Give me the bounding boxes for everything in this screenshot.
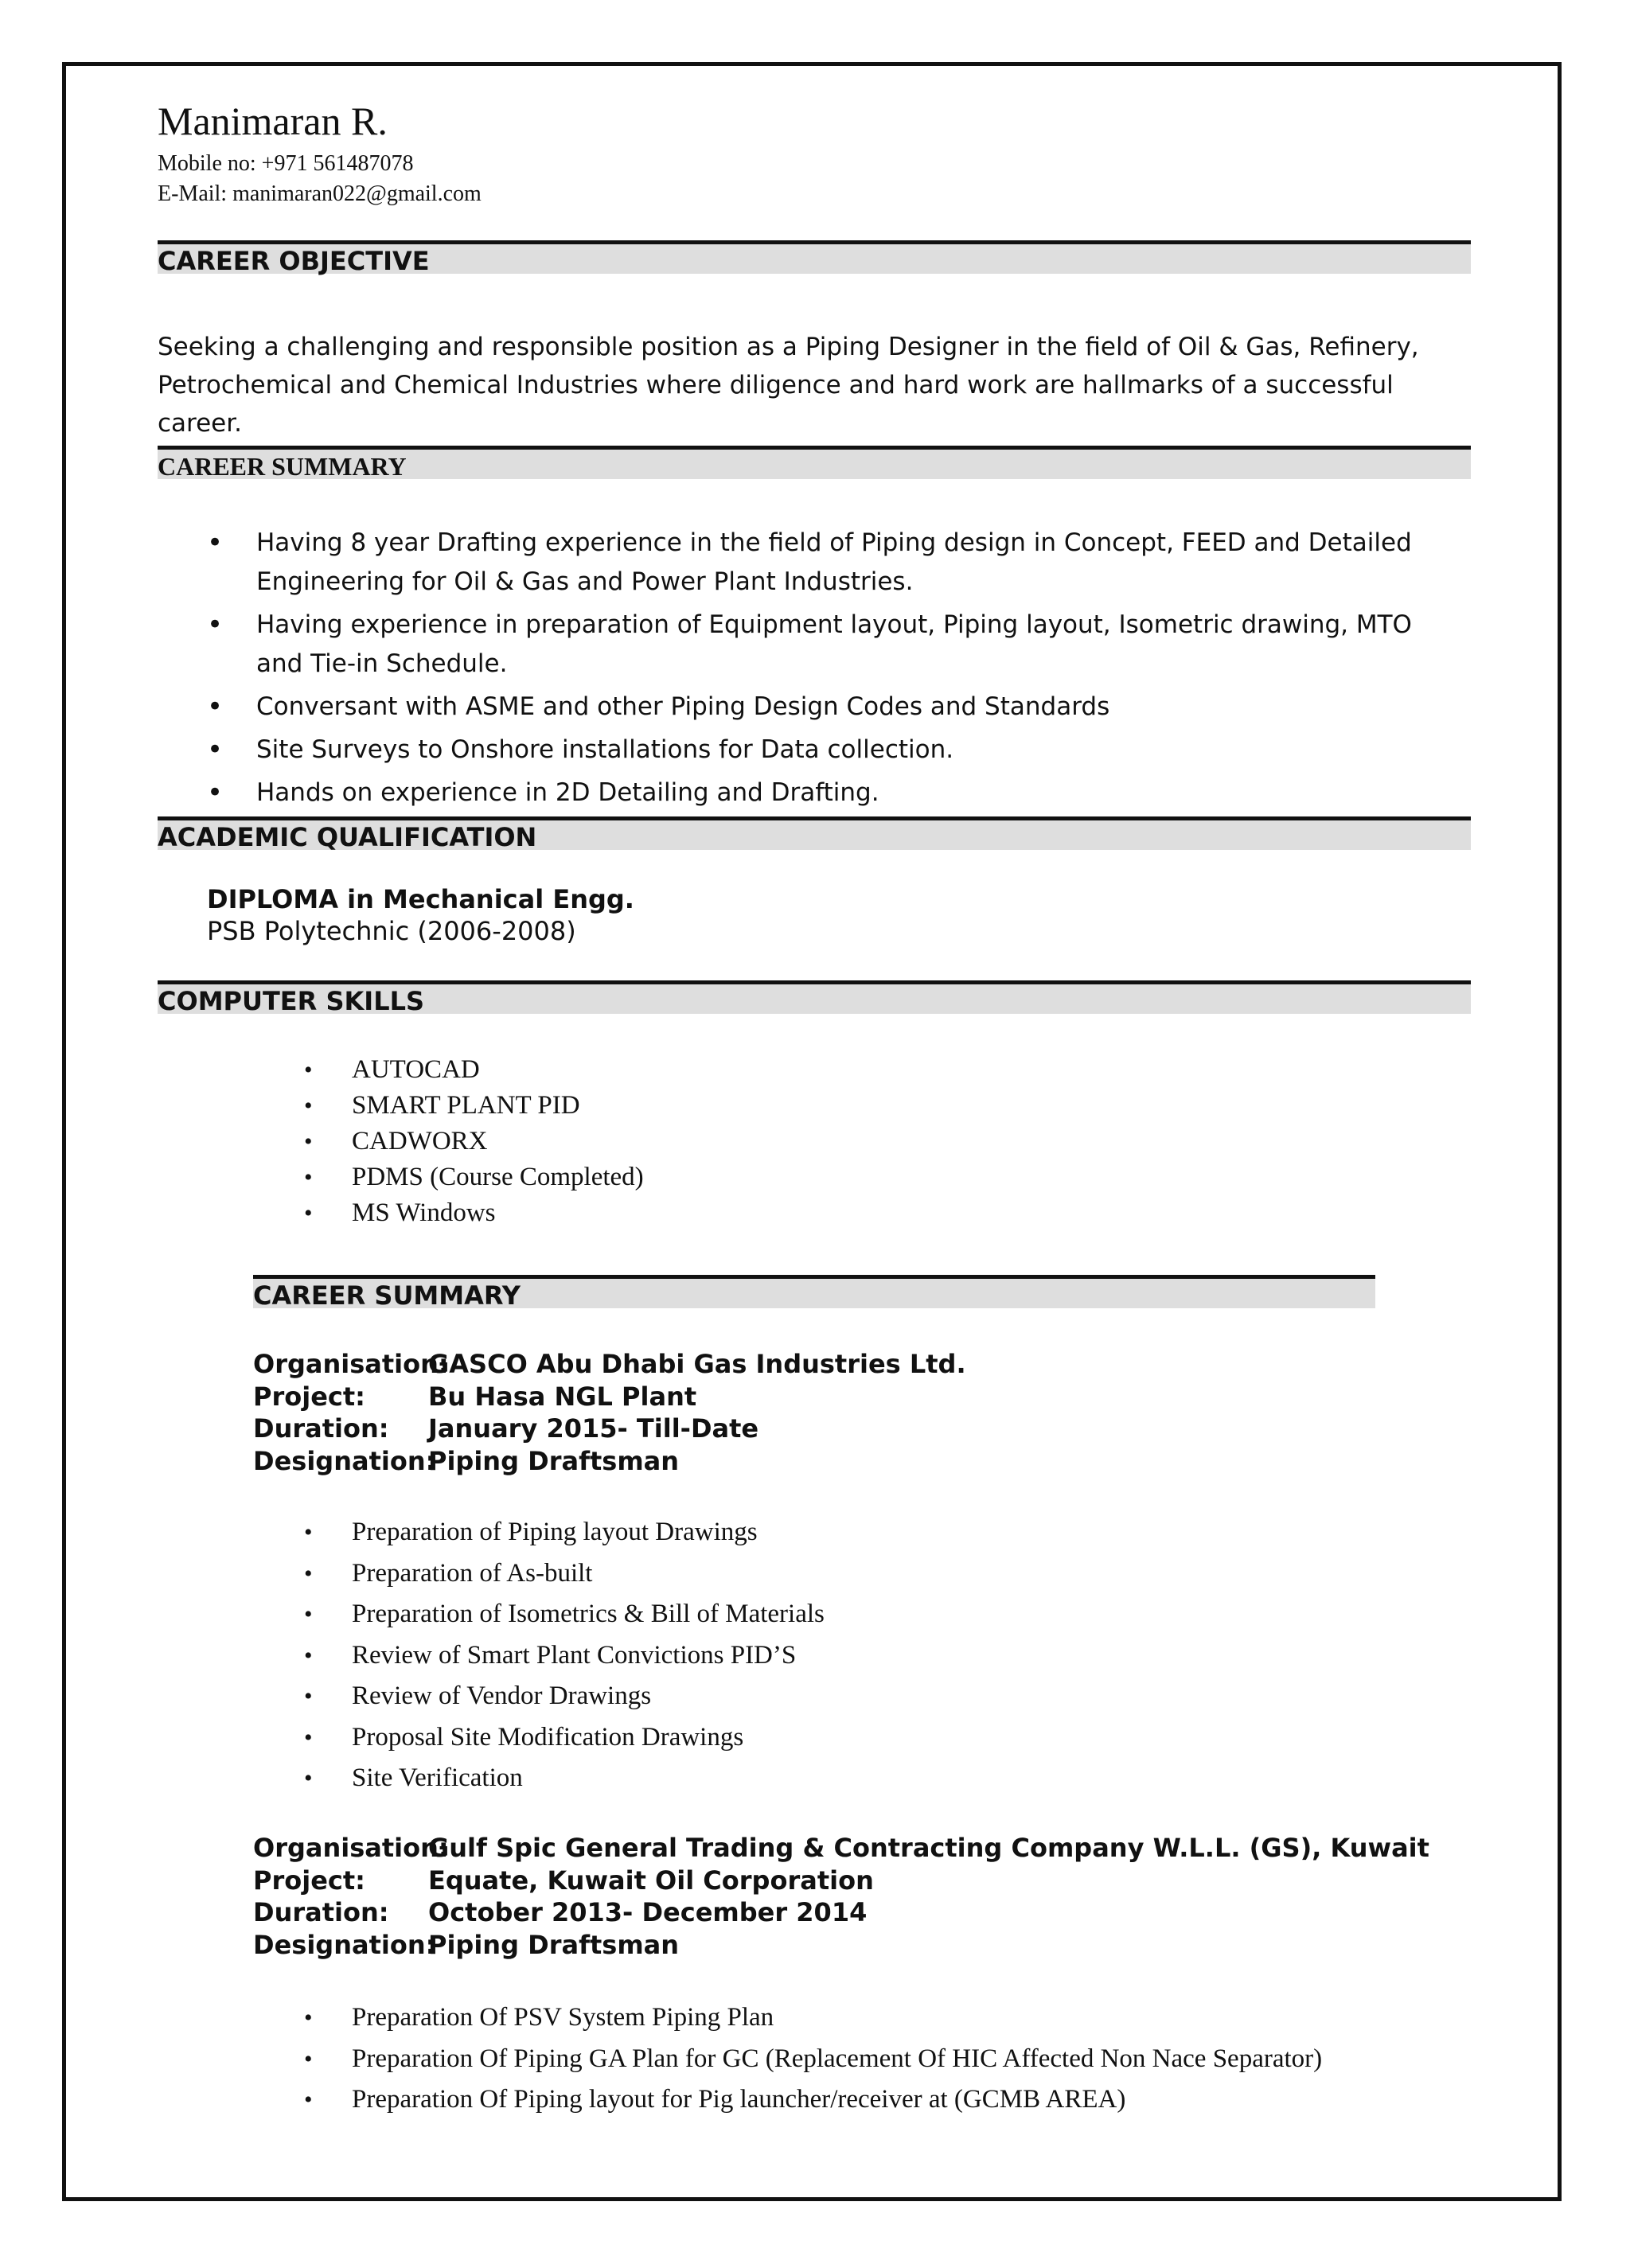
degree-title: DIPLOMA in Mechanical Engg. [207, 884, 634, 914]
computer-skills-heading-bar [158, 980, 1471, 1014]
job-1-details [253, 1348, 1447, 1477]
academic-heading-bar [158, 816, 1471, 850]
organisation-value: Gulf Spic General Trading & Contracting Company W.L.L. (GS), Kuwait [428, 1833, 1429, 1863]
list-item: • Review of Vendor Drawings [256, 1676, 825, 1717]
objective-line: Petrochemical and Chemical Industries where diligence and hard work are hallmarks of a successful career. [158, 371, 1394, 438]
job-row-designation [253, 1445, 1447, 1478]
designation-label: Designation: [253, 1445, 436, 1476]
list-item: • Conversant with ASME and other Piping Design Codes and Standards [158, 688, 1463, 727]
organisation-label: Organisation: [253, 1349, 449, 1379]
list-item: • AUTOCAD [256, 1052, 644, 1088]
academic-heading: ACADEMIC QUALIFICATION [158, 822, 537, 852]
list-item: • Hands on experience in 2D Detailing and Drafting. [158, 774, 1463, 813]
list-item: • Having experience in preparation of Equipment layout, Piping layout, Isometric drawing, MTO and Tie-in Schedule. [158, 606, 1463, 684]
job-row-designation [253, 1929, 1447, 1962]
job-2-duties [256, 1997, 1322, 2121]
job-row-project [253, 1381, 1447, 1413]
career-summary-list [158, 524, 1463, 816]
list-item: • SMART PLANT PID [256, 1088, 644, 1124]
career-objective-heading: CAREER OBJECTIVE [158, 246, 430, 276]
career-objective-heading-bar [158, 240, 1471, 274]
job-row-project [253, 1865, 1447, 1897]
list-item: • Preparation Of PSV System Piping Plan [256, 1997, 1322, 2039]
experience-heading-bar [253, 1275, 1375, 1311]
list-item: • Preparation of Piping layout Drawings [256, 1512, 825, 1553]
duration-label: Duration: [253, 1897, 389, 1927]
list-item: • Preparation Of Piping layout for Pig launcher/receiver at (GCMB AREA) [256, 2079, 1322, 2121]
list-item: • Site Surveys to Onshore installations for Data collection. [158, 731, 1463, 770]
duration-label: Duration: [253, 1413, 389, 1444]
list-item: • Preparation of As-built [256, 1553, 825, 1595]
career-summary-heading-bar [158, 446, 1471, 479]
project-label: Project: [253, 1381, 365, 1412]
objective-line: Seeking a challenging and responsible position as a Piping Designer in the field of Oil & Gas, Refinery, [158, 333, 1419, 361]
designation-label: Designation: [253, 1929, 436, 1960]
job-2-details [253, 1832, 1447, 1961]
email-address: E-Mail: manimaran022@gmail.com [158, 181, 482, 206]
list-item: • Proposal Site Modification Drawings [256, 1717, 825, 1759]
job-row-duration [253, 1896, 1447, 1929]
career-objective-text [158, 328, 1463, 442]
computer-skills-list [256, 1052, 644, 1231]
job-1-duties [256, 1512, 825, 1799]
job-row-organisation [253, 1348, 1447, 1381]
list-item: • Preparation Of Piping GA Plan for GC (Replacement Of HIC Affected Non Nace Separator) [256, 2039, 1322, 2080]
list-item: • MS Windows [256, 1195, 644, 1231]
duration-value: January 2015- Till-Date [428, 1413, 759, 1444]
designation-value: Piping Draftsman [428, 1445, 680, 1476]
list-item: • Site Verification [256, 1758, 825, 1799]
institution: PSB Polytechnic (2006-2008) [207, 916, 576, 946]
designation-value: Piping Draftsman [428, 1929, 680, 1960]
list-item: • PDMS (Course Completed) [256, 1159, 644, 1195]
list-item: • Review of Smart Plant Convictions PID’S [256, 1635, 825, 1677]
project-value: Bu Hasa NGL Plant [428, 1381, 697, 1412]
list-item: • Having 8 year Drafting experience in the field of Piping design in Concept, FEED and Detailed Engineering for Oil & Gas and Power Plant Industries. [158, 524, 1463, 602]
project-label: Project: [253, 1865, 365, 1896]
computer-skills-heading: COMPUTER SKILLS [158, 986, 425, 1016]
organisation-label: Organisation: [253, 1833, 449, 1863]
candidate-name: Manimaran R. [158, 99, 388, 143]
list-item: • Preparation of Isometrics & Bill of Materials [256, 1594, 825, 1635]
mobile-number: Mobile no: +971 561487078 [158, 151, 414, 176]
list-item: • CADWORX [256, 1124, 644, 1159]
job-row-organisation [253, 1832, 1447, 1865]
duration-value: October 2013- December 2014 [428, 1897, 868, 1927]
career-summary-heading: CAREER SUMMARY [158, 452, 407, 481]
project-value: Equate, Kuwait Oil Corporation [428, 1865, 874, 1896]
experience-heading: CAREER SUMMARY [253, 1280, 521, 1311]
organisation-value: GASCO Abu Dhabi Gas Industries Ltd. [428, 1349, 966, 1379]
job-row-duration [253, 1413, 1447, 1445]
